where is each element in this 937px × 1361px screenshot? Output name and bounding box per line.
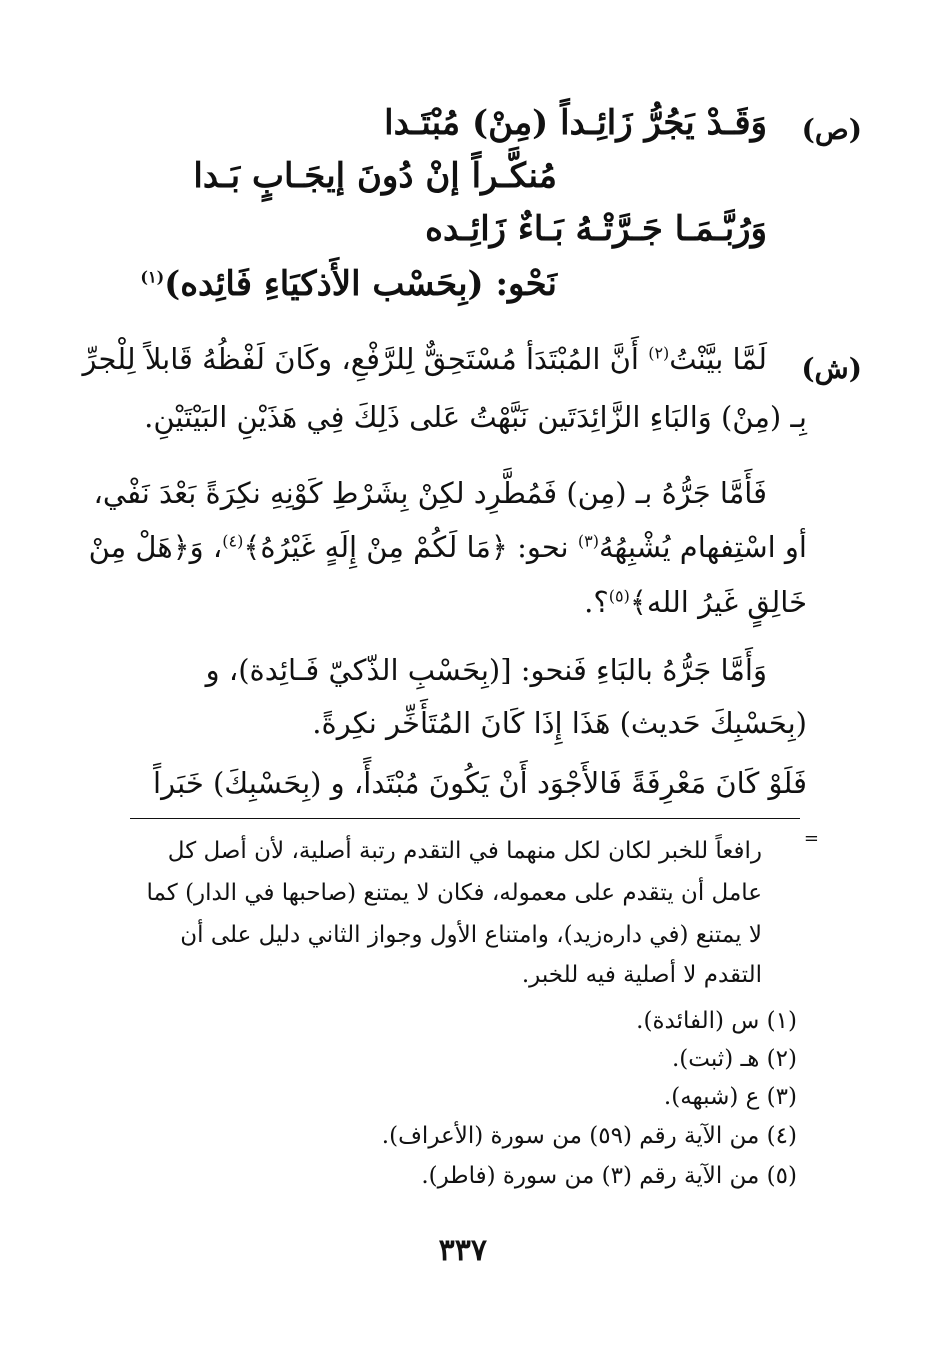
verse-example: [140, 264, 557, 304]
verse-marker: (ص): [801, 113, 862, 146]
commentary-para3-line1: وَأَمَّا جَرُّهُ بالبَاءِ فَنحو: [(بِحَسْبِ الذّكيّ فَـائِدة)، و: [205, 653, 767, 687]
commentary-para3-line2: (بِحَسْبِكَ حَديث) هَذَا إِذَا كَانَ المُتَأَخِّر نكِرةً.: [312, 706, 807, 740]
footnote-ref: (٤): [222, 531, 244, 551]
commentary-text: نحو: ﴿مَا لَكُمْ مِنْ إِلَهٍ غَيْرُهُ﴾: [243, 530, 578, 564]
footnote-continuation-line-4: التقدم لا أصلية فيه للخبر.: [521, 962, 762, 988]
verse-line-2: مُنكَّـراً إنْ دُونَ إيجَـابٍ بَـدا: [193, 156, 557, 196]
commentary-para4-line1: فَلَوْ كَانَ مَعْرِفَةً فَالأَجْوَد أَنْ يَكُونَ مُبْتَدأً، و (بِحَسْبِكَ) خَبَراً: [153, 766, 807, 800]
footnote-separator: [130, 818, 800, 819]
footnote-1: (١) س (الفائدة).: [636, 1008, 797, 1034]
footnote-continuation-line-1: رافعاً للخبر لكان لكل منهما في التقدم رتبة أصلية، لأن أصل كل: [167, 838, 762, 864]
commentary-text: ، وَ﴿هَلْ مِنْ: [88, 530, 223, 564]
commentary-text: خَالِقٍ غَيرُ الله﴾: [629, 585, 807, 619]
footnote-continuation-line-3: لا يمتنع (في داره‌زيد)، وامتناع الأول وجواز الثاني دليل على أن: [180, 922, 762, 948]
commentary-marker: (ش): [801, 352, 862, 385]
commentary-text: ؟.: [584, 585, 609, 619]
footnote-3: (٣) ع (شبهه).: [663, 1084, 797, 1110]
page-number: ٣٣٧: [438, 1233, 487, 1268]
footnote-2: (٢) هـ (ثبت).: [672, 1046, 797, 1072]
commentary-text: أَنَّ المُبْتَدَأ مُسْتَحِقٌّ لِلرَّفْعِ، وكَانَ لَفْظُهُ قَابلاً لِلْجرِّ: [82, 342, 649, 376]
commentary-text: أو اسْتِفهام يُشْبِهُهُ: [598, 530, 807, 564]
verse-line-3: وَرُبَّـمَـا جَـرَّتْـهُ بَـاءٌ زَائِـده: [425, 209, 767, 249]
footnote-ref: (٢): [648, 343, 670, 363]
commentary-para1-line1: [82, 342, 767, 376]
verse-example-text: نَحْو: (بِحَسْب الأَذكيَاءِ فَائِده): [164, 264, 557, 304]
footnote-continuation-mark: =: [803, 828, 819, 849]
footnote-ref: (٥): [608, 586, 630, 606]
footnote-continuation-line-2: عامل أن يتقدم على معموله، فكان لا يمتنع (صاحبها في الدار) كما: [146, 880, 762, 906]
commentary-text: لَمَّا بيَّنْتُ: [669, 342, 767, 376]
footnote-ref: (١): [140, 267, 165, 287]
commentary-para1-line2: بِـ (مِنْ) وَالبَاءِ الزَّائِدَتَين نَبَّهْتُ عَلى ذَلِكَ فِي هَذَيْنِ البَيْتَيْنِ.: [144, 400, 807, 434]
footnote-ref: (٣): [577, 531, 599, 551]
commentary-para2-line1: فَأَمَّا جَرُّهُ بـ (مِن) فَمُطَّرِد لكِنْ بِشَرْطِ كَوْنِهِ نكِرَةً بَعْدَ نَفْي،: [93, 476, 767, 510]
commentary-para2-line3: [584, 585, 807, 619]
commentary-para2-line2: [89, 530, 807, 564]
footnote-5: (٥) من الآية رقم (٣) من سورة (فاطر).: [421, 1163, 797, 1189]
footnote-4: (٤) من الآية رقم (٥٩) من سورة (الأعراف).: [381, 1123, 797, 1149]
verse-line-1: وَقَـدْ يَجُرُّ زَائِـداً (مِنْ) مُبْتَـدا: [384, 103, 767, 143]
